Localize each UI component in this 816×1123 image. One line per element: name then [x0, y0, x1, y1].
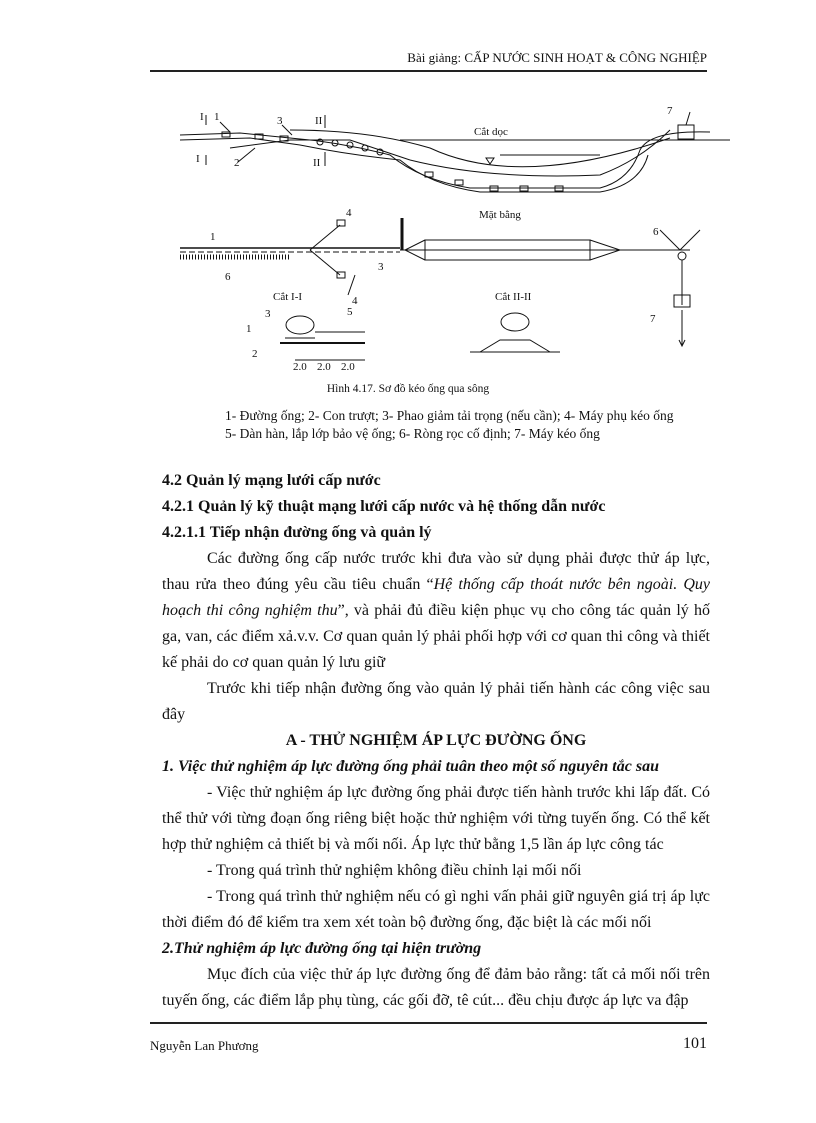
item-1-para-3: - Trong quá trình thử nghiệm nếu có gì nghi vấn phải giữ nguyên giá trị áp lực thời điểm đó để kiểm tra xem xét toàn bộ đường ống, đặc biệt là các mối nối: [162, 888, 710, 931]
figure-legend: [225, 407, 673, 443]
header-title: Bài giảng: CẤP NƯỚC SINH HOẠT & CÔNG NGHIỆP: [407, 50, 707, 65]
label-n1-plan: 1: [210, 231, 216, 243]
heading-4-2-1: 4.2.1 Quản lý kỹ thuật mạng lưới cấp nước và hệ thống dẫn nước: [162, 498, 606, 515]
footer-author: Nguyễn Lan Phương: [150, 1038, 259, 1053]
paragraph-1: [162, 546, 710, 676]
label-dim-3: 2.0: [341, 361, 355, 373]
label-n6-plan: 6: [225, 271, 231, 283]
item-1-para-1: - Việc thử nghiệm áp lực đường ống phải được tiến hành trước khi lấp đất. Có thể thử với từng đoạn ống riêng biệt hoặc thử nghiệm với từng tuyến ống. Có thể kết hợp thử nghiệm cả thiết bị và mối nối. Áp lực thử bằng 1,5 lần áp lực công tác: [162, 784, 710, 853]
legend-line-2: 5- Dàn hàn, lắp lớp bảo vệ ống; 6- Ròng rọc cố định; 7- Máy kéo ống: [225, 426, 600, 441]
item-1-title: 1. Việc thử nghiệm áp lực đường ống phải tuân theo một số nguyên tắc sau: [162, 758, 659, 775]
label-mat-bang: Mặt bằng: [479, 209, 521, 221]
item-1-para-2: - Trong quá trình thử nghiệm không điều chỉnh lại mối nối: [207, 862, 582, 879]
item-2-para-1: Mục đích của việc thử áp lực đường ống để đảm bảo rằng: tất cả mối nối trên tuyến ống, các điểm lắp phụ tùng, các gối đỡ, tê cút... đều chịu được áp lực va đập: [162, 966, 710, 1009]
paragraph-1-b: ”, và phải đủ điều kiện phục vụ cho công tác quản lý hố ga, van, các điểm xả.v.v. Cơ quan quản lý phải phối hợp với cơ quan thi công và thiết kế phải do cơ quan quản lý lưu giữ: [162, 602, 711, 671]
label-n3-plan: 3: [378, 261, 384, 273]
page-number: 101: [683, 1035, 707, 1052]
legend-line-1: 1- Đường ống; 2- Con trượt; 3- Phao giảm tải trọng (nếu cần); 4- Máy phụ kéo ống: [225, 408, 674, 423]
label-cat-1: Cắt I-I: [273, 291, 303, 303]
paragraph-2: Trước khi tiếp nhận đường ống vào quản lý phải tiến hành các công việc sau đây: [162, 680, 710, 723]
label-dim-2: 2.0: [317, 361, 331, 373]
paragraph-1-a: Các đường ống cấp nước trước khi đưa vào sử dụng phải được thử áp lực, thau rửa theo đúng yêu cầu tiêu chuẩn “: [162, 550, 710, 593]
label-roman-1b: I: [196, 153, 200, 165]
label-dim-1: 2.0: [293, 361, 307, 373]
label-n7-winch: 7: [650, 313, 656, 325]
label-n4-bottom: 4: [352, 295, 358, 307]
item-2-title: 2.Thử nghiệm áp lực đường ống tại hiện trường: [162, 940, 482, 957]
page-footer: [150, 1022, 707, 1053]
label-roman-2b: II: [313, 157, 321, 169]
label-n4-top: 4: [346, 207, 352, 219]
label-n2: 2: [234, 157, 240, 169]
heading-4-2-1-1: 4.2.1.1 Tiếp nhận đường ống và quản lý: [162, 524, 432, 541]
label-roman-2: II: [315, 115, 323, 127]
label-n1-sec: 1: [246, 323, 252, 335]
figure-caption: Hình 4.17. Sơ đồ kéo ống qua sông: [326, 383, 490, 395]
label-cat-2: Cắt II-II: [495, 291, 532, 303]
page-header: [150, 46, 707, 72]
label-n1: 1: [214, 111, 220, 123]
section-a-title: A - THỬ NGHIỆM ÁP LỰC ĐƯỜNG ỐNG: [285, 732, 587, 749]
label-n7-top: 7: [667, 105, 673, 117]
label-n5-sec: 5: [347, 306, 353, 318]
heading-4-2: 4.2 Quản lý mạng lưới cấp nước: [162, 472, 381, 489]
figure-pipe-pulling-diagram: [170, 100, 730, 380]
standard-title: Hệ thống cấp thoát nước bên ngoài. Quy hoạch thi công nghiệm thu: [162, 576, 711, 619]
page-content: [162, 468, 710, 1014]
label-n3: 3: [277, 115, 283, 127]
label-n3-sec: 3: [265, 308, 271, 320]
label-cat-doc: Cắt dọc: [474, 126, 508, 138]
label-roman-1: I: [200, 111, 204, 123]
label-n6-pulley: 6: [653, 226, 659, 238]
label-n2-sec: 2: [252, 348, 258, 360]
